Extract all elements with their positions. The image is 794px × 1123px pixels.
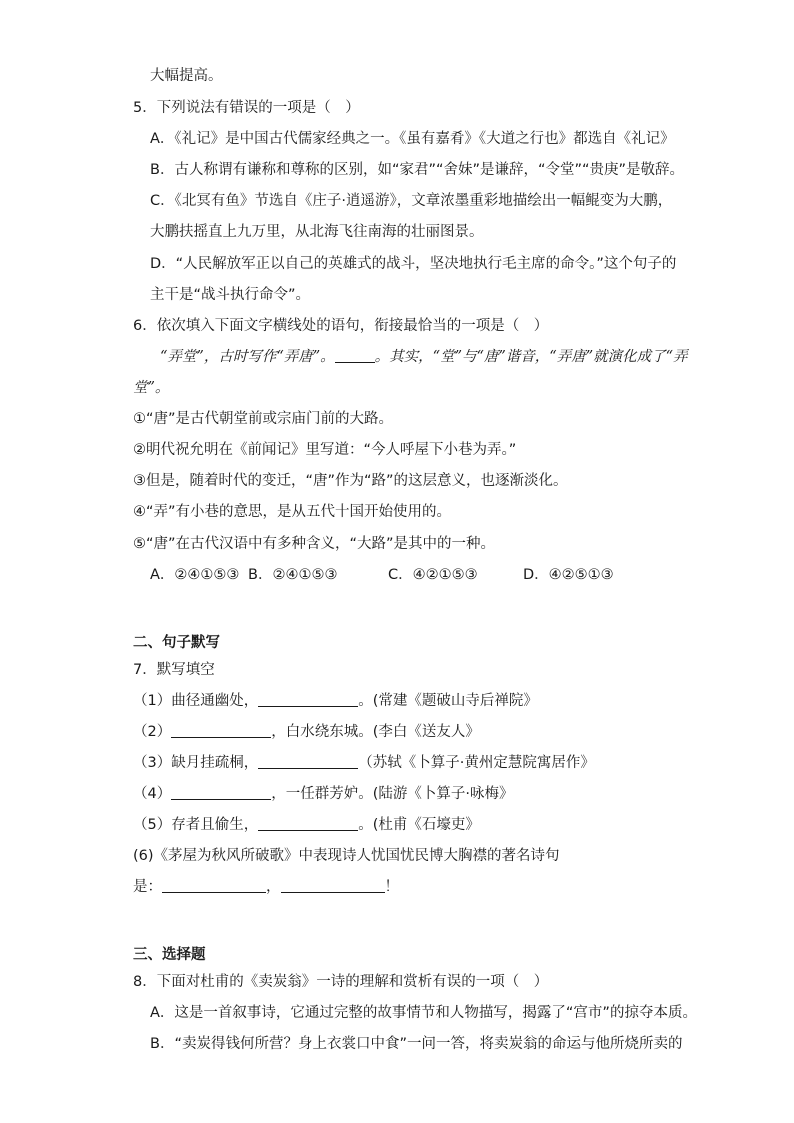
q6-sentence-3: ③但是，随着时代的变迁，“唐”作为“路”的这层意义，也逐渐淡化。: [133, 473, 568, 489]
q6-option-c[interactable]: C．④②①⑤③: [388, 567, 478, 583]
q6-passage: [160, 347, 688, 367]
q6-passage-blank[interactable]: [335, 348, 375, 363]
q7-line-1-source: 。(常建《题破山寺后禅院》: [358, 693, 538, 709]
q5-option-d: D．“人民解放军正以自己的英雄式的战斗，坚决地执行毛主席的命令。”这个句子的: [150, 256, 677, 272]
q7-line-3-source: （苏轼《卜算子·黄州定慧院寓居作》: [358, 755, 595, 771]
q5-stem: 5．下列说法有错误的一项是（ ）: [133, 100, 360, 116]
q7-line-3: [133, 753, 595, 773]
section-2-title: 二、句子默写: [133, 635, 220, 651]
q5-option-c-cont: 大鹏扶摇直上九万里，从北海飞往南海的壮丽图景。: [150, 224, 484, 240]
q7-blank-7[interactable]: [281, 878, 385, 893]
q6-option-b[interactable]: B．②④①⑤③: [248, 567, 338, 583]
q5-option-d-cont: 主干是“战斗执行命令”。: [150, 287, 311, 303]
q7-line-1: [133, 691, 538, 711]
q7-line-7-prefix: 是：: [133, 879, 162, 895]
q7-blank-2[interactable]: [171, 723, 271, 738]
q6-option-d[interactable]: D．④②⑤①③: [523, 567, 614, 583]
q7-blank-1[interactable]: [258, 692, 358, 707]
q5-option-b: B．古人称谓有谦称和尊称的区别，如“家君”“舍妹”是谦辞，“令堂”“贵庚”是敬辞。: [150, 162, 685, 178]
q6-sentence-1: ①“唐”是古代朝堂前或宗庙门前的大路。: [133, 411, 394, 427]
q7-line-4-text: （4）: [133, 786, 172, 802]
q7-line-2-text: （2）: [133, 724, 172, 740]
section-3-title: 三、选择题: [133, 947, 206, 963]
q7-line-2-source: ，白水绕东城。(李白《送友人》: [271, 724, 480, 740]
q6-stem: 6．依次填入下面文字横线处的语句，衔接最恰当的一项是（ ）: [133, 318, 549, 334]
q7-line-5-text: （5）存者且偷生，: [133, 817, 259, 833]
q7-line-7-end: ！: [384, 879, 399, 895]
q7-line-4-source: ，一任群芳妒。(陆游《卜算子·咏梅》: [271, 786, 514, 802]
q6-passage-cont: 堂”。: [133, 380, 170, 396]
q7-line-1-text: （1）曲径通幽处，: [133, 693, 259, 709]
q7-line-2: [133, 722, 480, 742]
q7-line-5-source: 。(杜甫《石壕吏》: [358, 817, 480, 833]
q7-line-5: [133, 815, 480, 835]
q4-tail: 大幅提高。: [150, 68, 223, 84]
q7-line-4: [133, 784, 514, 804]
q7-line-3-text: （3）缺月挂疏桐，: [133, 755, 259, 771]
q6-sentence-4: ④“弄”有小巷的意思，是从五代十国开始使用的。: [133, 504, 452, 520]
q5-option-a: A．《礼记》是中国古代儒家经典之一。《虽有嘉肴》《大道之行也》都选自《礼记》: [150, 131, 675, 147]
q7-blank-3[interactable]: [258, 754, 358, 769]
q6-options: [150, 565, 614, 585]
q7-blank-6[interactable]: [162, 878, 266, 893]
q7-blank-4[interactable]: [171, 785, 271, 800]
q8-option-a: A．这是一首叙事诗，它通过完整的故事情节和人物描写，揭露了“宫市”的掠夺本质。: [150, 1005, 697, 1021]
q6-sentence-5: ⑤“唐”在古代汉语中有多种含义，“大路”是其中的一种。: [133, 536, 496, 552]
q7-line-6: (6)《茅屋为秋风所破歌》中表现诗人忧国忧民博大胸襟的著名诗句: [133, 848, 560, 864]
q7-line-7-comma: ，: [266, 879, 281, 895]
q7-blank-5[interactable]: [258, 816, 358, 831]
q6-passage-part1: “弄堂”，古时写作“弄唐”。: [160, 349, 335, 365]
q5-option-c: C．《北冥有鱼》节选自《庄子·逍遥游》，文章浓墨重彩地描绘出一幅鲲变为大鹏，: [150, 193, 673, 209]
q8-option-b: B．“卖炭得钱何所营？身上衣裳口中食”一问一答，将卖炭翁的命运与他所烧所卖的: [150, 1036, 683, 1052]
q7-stem: 7．默写填空: [133, 662, 215, 678]
q8-stem: 8．下面对杜甫的《卖炭翁》一诗的理解和赏析有误的一项（ ）: [133, 974, 549, 990]
q6-passage-part2: 。其实，“堂”与“唐”谐音，“弄唐”就演化成了“弄: [374, 349, 688, 365]
q6-sentence-2: ②明代祝允明在《前闻记》里写道：“今人呼屋下小巷为弄。”: [133, 442, 517, 458]
q6-option-a[interactable]: A．②④①⑤③: [150, 567, 240, 583]
q7-line-7: [133, 877, 399, 897]
